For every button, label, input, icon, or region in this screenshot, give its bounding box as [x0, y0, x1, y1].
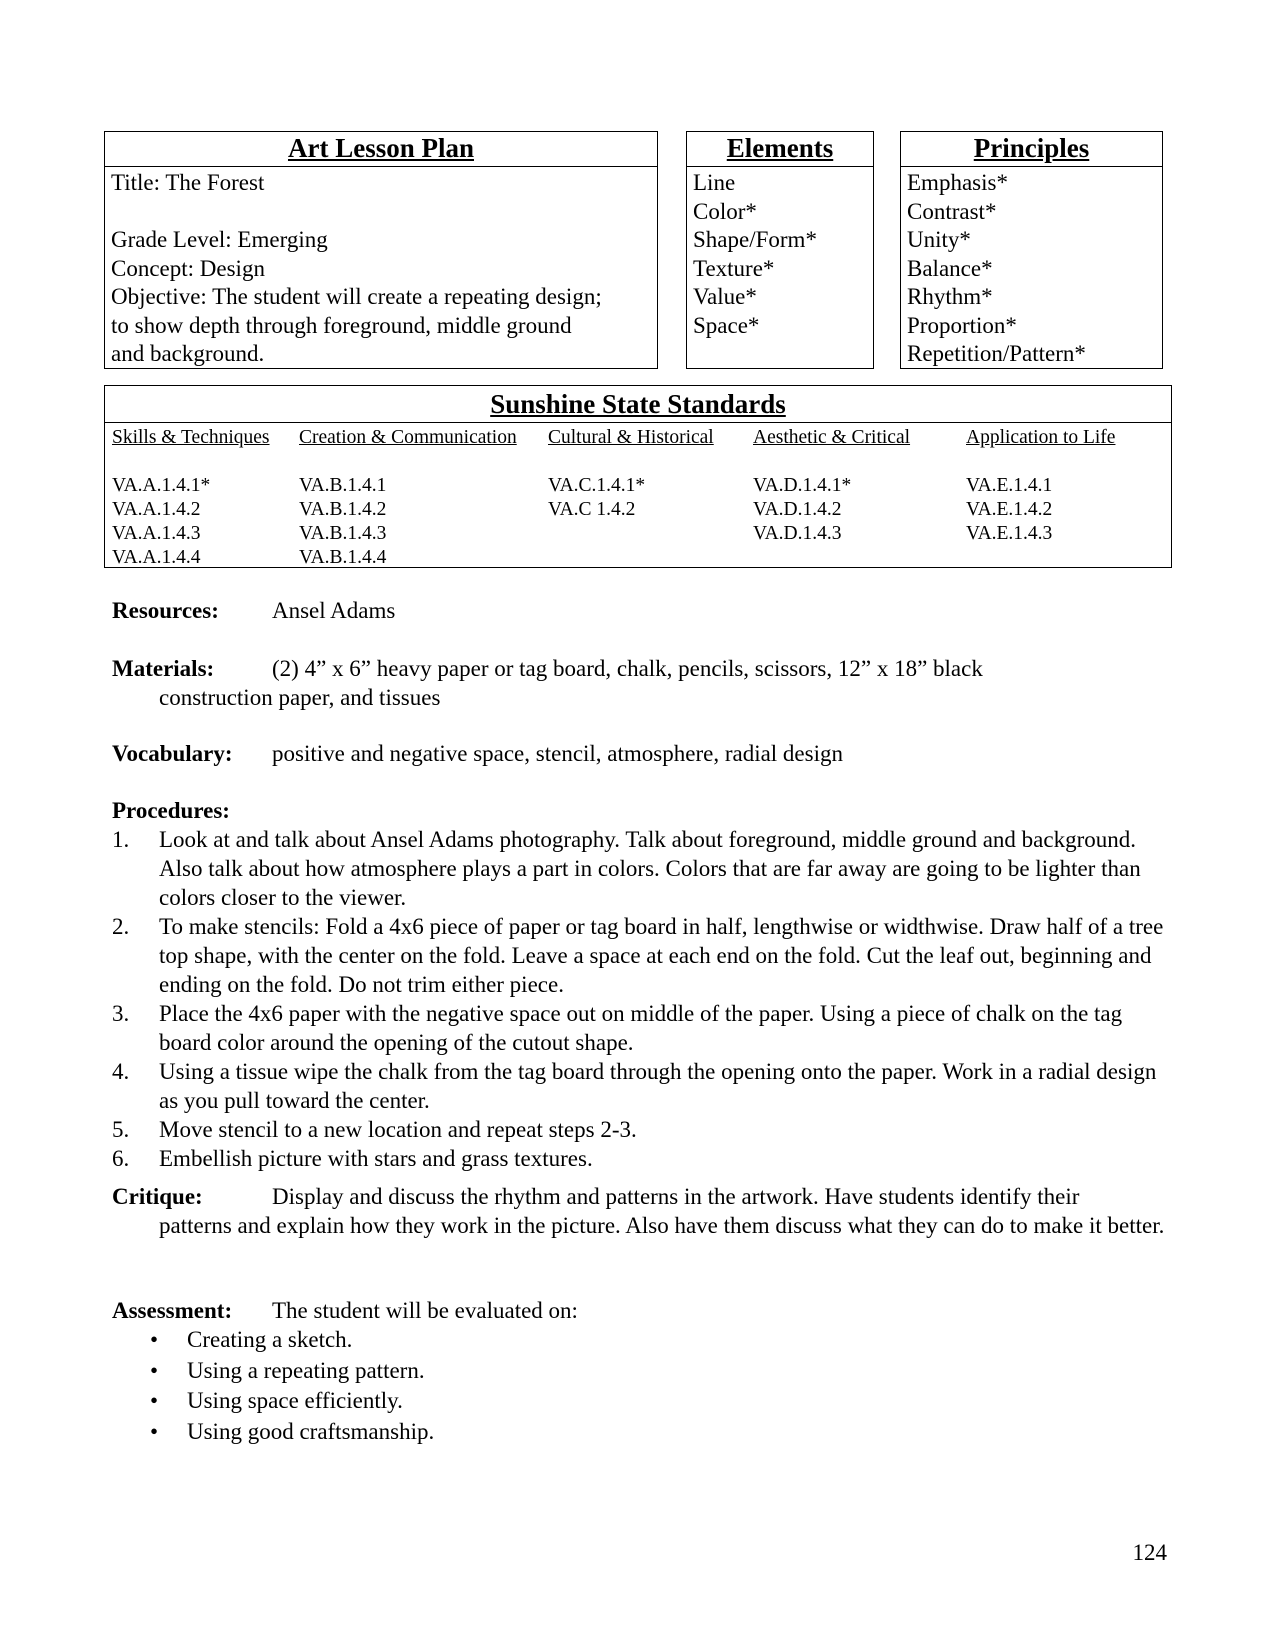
element-item: Space*: [693, 312, 760, 338]
assessment-item: • Creating a sketch.: [150, 1327, 353, 1352]
principle-item: Repetition/Pattern*: [907, 341, 1086, 366]
procedures-list: [112, 825, 1172, 1173]
assessment-item: • Using good craftsmanship.: [150, 1418, 435, 1444]
elements-heading: Elements: [687, 132, 873, 167]
lesson-title: Title: The Forest: [111, 170, 265, 195]
step-text: To make stencils: Fold a 4x6 piece of paper or tag board in half, lengthwise or widthwise. Draw half of a tree top shape, with the center on the fold. Leave a space at each end on the fold. Cut the leaf out, beginning and ending on the fold. Do not trim either piece.: [159, 914, 1164, 997]
element-item: Shape/Form*: [693, 227, 817, 252]
standard-code: VA.A.1.4.3: [112, 523, 201, 544]
principle-item: Rhythm*: [907, 284, 993, 309]
standard-code: [548, 546, 714, 570]
principles-heading: Principles: [901, 132, 1162, 167]
step-number: 2.: [112, 914, 130, 939]
standard-code: [966, 546, 1115, 570]
elements-box: [686, 131, 874, 369]
procedures-label: Procedures:: [112, 798, 230, 823]
element-item: Line: [693, 170, 736, 195]
vocabulary-section: [112, 739, 1172, 768]
step-number: 6.: [112, 1146, 130, 1171]
standards-column-creation: [299, 422, 517, 570]
standard-code: VA.E.1.4.1: [966, 475, 1053, 496]
step-number: 1.: [112, 827, 130, 852]
lesson-grade-level: Grade Level: Emerging: [111, 227, 328, 252]
assessment-list: [112, 1325, 1172, 1447]
assessment-section: [112, 1296, 1172, 1447]
standard-code: VA.B.1.4.3: [299, 523, 387, 544]
critique-section: [112, 1182, 1172, 1240]
standards-column-header: Aesthetic & Critical: [753, 427, 911, 448]
standard-code: VA.E.1.4.2: [966, 499, 1053, 520]
standards-column-header: Application to Life: [966, 427, 1116, 448]
principle-item: Proportion*: [907, 312, 1017, 338]
element-item: Value*: [693, 284, 757, 309]
step-text: Embellish picture with stars and grass textures.: [159, 1146, 593, 1171]
procedure-step: [112, 1144, 1172, 1173]
principle-item: Contrast*: [907, 198, 997, 224]
standard-code: VA.D.1.4.2: [753, 499, 842, 520]
standards-box: [104, 385, 1172, 568]
step-text: Look at and talk about Ansel Adams photography. Talk about foreground, middle ground and background. Also talk about how atmosphere plays a part in colors. Colors that are far away are going to be lighter than colors closer to the viewer.: [159, 827, 1141, 910]
step-number: 4.: [112, 1059, 130, 1084]
standards-column-header: Skills & Techniques: [112, 427, 270, 448]
critique-rest: patterns and explain how they work in the picture. Also have them discuss what they can do to make it better.: [159, 1213, 1165, 1238]
lesson-objective-line-2: to show depth through foreground, middle ground: [111, 312, 572, 338]
vocabulary-text: positive and negative space, stencil, atmosphere, radial design: [272, 741, 843, 766]
lesson-plan-details: [105, 167, 657, 369]
standard-code: VA.C.1.4.1*: [548, 475, 646, 496]
lesson-objective-line-3: and background.: [111, 341, 265, 366]
principle-item: Unity*: [907, 227, 971, 252]
standard-code: VA.A.1.4.1*: [112, 475, 211, 496]
standard-code: VA.D.1.4.3: [753, 523, 842, 544]
step-number: 5.: [112, 1117, 130, 1142]
standard-code: [548, 522, 714, 546]
standard-code: VA.D.1.4.1*: [753, 475, 852, 496]
standard-code: VA.B.1.4.2: [299, 499, 387, 520]
materials-line-1: (2) 4” x 6” heavy paper or tag board, chalk, pencils, scissors, 12” x 18” black: [272, 656, 983, 681]
standards-column-cultural: [548, 422, 714, 570]
materials-line-2: construction paper, and tissues: [159, 685, 441, 710]
resources-text: Ansel Adams: [272, 598, 396, 623]
element-item: Texture*: [693, 255, 775, 281]
standard-code: VA.E.1.4.3: [966, 523, 1053, 544]
standards-column-header: Cultural & Historical: [548, 427, 714, 448]
resources-label: Resources:: [112, 598, 219, 623]
vocabulary-label: Vocabulary:: [112, 741, 233, 766]
materials-label: Materials:: [112, 656, 215, 681]
lesson-plan-heading: Art Lesson Plan: [105, 132, 657, 167]
principles-box: [900, 131, 1163, 369]
procedure-step: [112, 825, 1172, 912]
principle-item: Emphasis*: [907, 170, 1008, 195]
lesson-concept: Concept: Design: [111, 255, 265, 281]
step-text: Place the 4x6 paper with the negative space out on middle of the paper. Using a piece of chalk on the tag board color around the opening of the cutout shape.: [159, 1001, 1123, 1055]
standards-column-application: [966, 422, 1115, 570]
step-text: Move stencil to a new location and repeat steps 2-3.: [159, 1117, 637, 1142]
procedure-step: [112, 1115, 1172, 1144]
materials-section: [112, 654, 1172, 712]
critique-label: Critique:: [112, 1184, 203, 1209]
step-text: Using a tissue wipe the chalk from the tag board through the opening onto the paper. Work in a radial design as you pull toward the center.: [159, 1059, 1157, 1113]
assessment-text: The student will be evaluated on:: [272, 1298, 578, 1323]
lesson-blank-line: [111, 198, 657, 227]
lesson-plan-box: [104, 131, 658, 369]
assessment-label: Assessment:: [112, 1298, 233, 1323]
procedures-section: [112, 796, 1172, 1173]
standard-code: [753, 546, 910, 570]
lesson-objective-line-1: Objective: The student will create a repeating design;: [111, 284, 602, 309]
standards-column-aesthetic: [753, 422, 910, 570]
standard-code: VA.C 1.4.2: [548, 499, 636, 520]
step-number: 3.: [112, 1001, 130, 1026]
bullet-icon: •: [150, 1327, 159, 1352]
bullet-icon: •: [150, 1388, 159, 1413]
standards-heading: Sunshine State Standards: [105, 386, 1171, 423]
procedure-step: [112, 1057, 1172, 1115]
critique-line-1: Display and discuss the rhythm and patterns in the artwork. Have students identify their: [272, 1184, 1080, 1209]
bullet-icon: •: [150, 1357, 159, 1383]
assessment-item: • Using a repeating pattern.: [150, 1357, 425, 1383]
standards-column-header: Creation & Communication: [299, 427, 517, 448]
elements-list: [687, 167, 873, 340]
element-item: Color*: [693, 198, 757, 224]
principles-list: [901, 167, 1162, 369]
assessment-item: • Using space efficiently.: [150, 1388, 403, 1413]
standard-code: VA.A.1.4.4: [112, 547, 201, 568]
page-number: 124: [1132, 1540, 1167, 1565]
standard-code: VA.B.1.4.4: [299, 547, 387, 568]
bullet-icon: •: [150, 1418, 159, 1444]
standard-code: VA.A.1.4.2: [112, 499, 201, 520]
procedure-step: [112, 999, 1172, 1057]
principle-item: Balance*: [907, 255, 993, 281]
standards-column-skills: [112, 422, 270, 570]
standard-code: VA.B.1.4.1: [299, 475, 387, 496]
resources-section: [112, 596, 1172, 625]
procedure-step: [112, 912, 1172, 999]
